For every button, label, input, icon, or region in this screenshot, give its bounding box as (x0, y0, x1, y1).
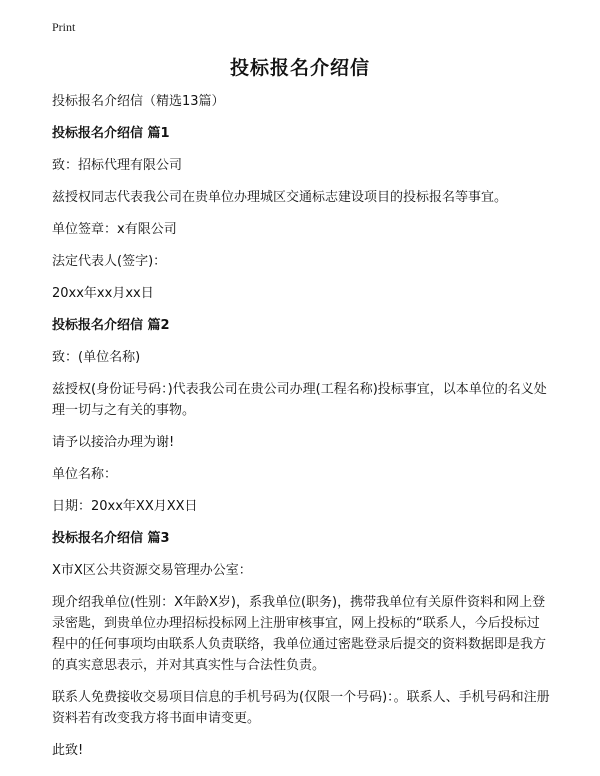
paragraph: 单位签章：x有限公司 (52, 222, 177, 237)
document-intro: 投标报名介绍信（精选13篇） (52, 94, 225, 109)
paragraph: 请予以接洽办理为谢! (52, 435, 175, 450)
section-2 (52, 315, 552, 517)
document-body (52, 91, 552, 772)
paragraph: 兹授权同志代表我公司在贵单位办理城区交通标志建设项目的投标报名等事宜。 (52, 190, 508, 205)
paragraph: X市X区公共资源交易管理办公室： (52, 563, 252, 578)
paragraph: 单位名称： (52, 467, 118, 482)
section-1 (52, 123, 552, 304)
paragraph: 20xx年xx月xx日 (52, 286, 154, 301)
section-3 (52, 528, 552, 761)
paragraph: 联系人免费接收交易项目信息的手机号码为(仅限一个号码)：。联系人、手机号码和注册资料若有改变我方将书面申请变更。 (52, 690, 550, 726)
paragraph: 致：招标代理有限公司 (52, 158, 183, 173)
paragraph: 日期：20xx年XX月XX日 (52, 499, 198, 514)
section-heading: 投标报名介绍信 篇1 (52, 126, 170, 141)
paragraph: 此致! (52, 743, 84, 758)
paragraph: 法定代表人(签字)： (52, 254, 167, 269)
section-heading: 投标报名介绍信 篇2 (52, 318, 170, 333)
paragraph: 现介绍我单位(性别：X年龄X岁)，系我单位(职务)，携带我单位有关原件资料和网上登录密匙，到贵单位办理招标投标网上注册审核事宜，网上投标的“联系人，今后投标过程中的任何事项均由联系人负责联络，我单位通过密匙登录后提交的资料数据即是我方的真实意思表示，并对其真实性与合法性负责。 (52, 595, 547, 673)
document-title: 投标报名介绍信 (229, 57, 370, 79)
print-link[interactable]: Print (52, 20, 76, 34)
section-heading: 投标报名介绍信 篇3 (52, 531, 170, 546)
paragraph: 致：(单位名称) (52, 350, 141, 365)
paragraph: 兹授权(身份证号码：)代表我公司在贵公司办理(工程名称)投标事宜，以本单位的名义处理一切与之有关的事物。 (52, 382, 547, 418)
